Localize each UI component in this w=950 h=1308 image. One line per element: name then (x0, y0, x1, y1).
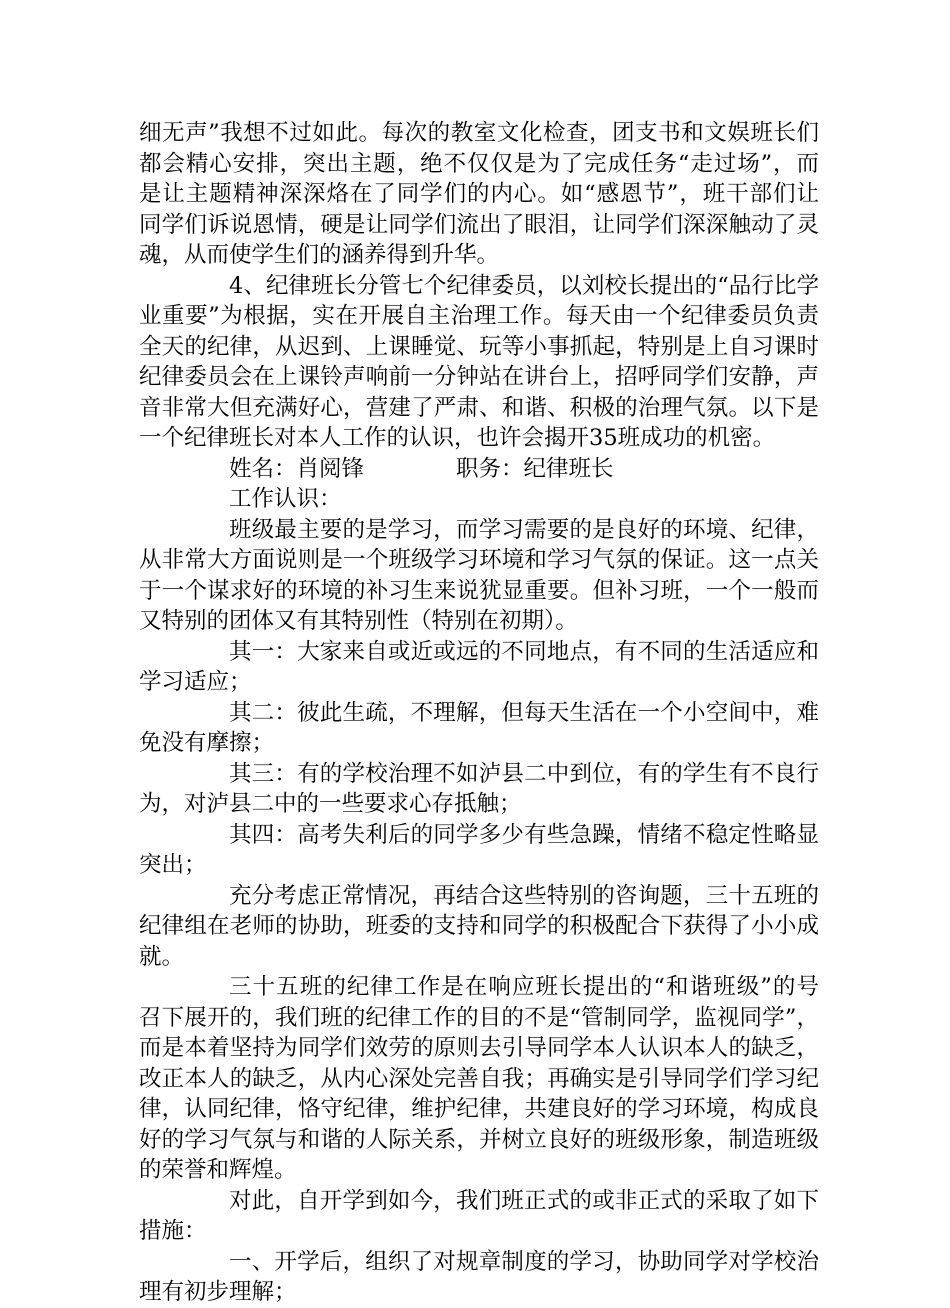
profile-row (139, 454, 819, 485)
text-line: 班级最主要的是学习，而学习需要的是良好的环境、纪律， (229, 516, 819, 543)
text-line: 音非常大但充满好心，营建了严肃、和谐、积极的治理气氛。以下是 (139, 394, 819, 421)
profile-name: 姓名：肖阅锋 (229, 455, 365, 482)
text-line: 是让主题精神深深烙在了同学们的内心。如“感恩节”，班干部们让 (139, 181, 819, 207)
text-line: 一个纪律班长对本人工作的认识，也许会揭开35班成功的机密。 (139, 425, 776, 451)
text-line: 其四：高考失利后的同学多少有些急躁，情绪不稳定性略显 (229, 821, 819, 848)
paragraph (139, 759, 819, 820)
text-line: 从非常大方面说则是一个班级学习环境和学习气氛的保证。这一点关 (139, 547, 819, 573)
text-line: 其一：大家来自或近或远的不同地点，有不同的生活适应和 (229, 638, 819, 665)
document-body-part1 (139, 118, 819, 454)
text-line: 于一个谋求好的环境的补习生来说犹显重要。但补习班，一个一般而 (139, 577, 819, 604)
paragraph (139, 484, 819, 515)
paragraph (139, 972, 819, 1186)
paragraph (139, 698, 819, 759)
paragraph (139, 637, 819, 698)
paragraph (139, 271, 819, 454)
text-line: 充分考虑正常情况，再结合这些特别的咨询题，三十五班的 (229, 882, 819, 909)
text-line: 对此，自开学到如今，我们班正式的或非正式的采取了如下 (229, 1187, 819, 1214)
text-line: 4、纪律班长分管七个纪律委员，以刘校长提出的“品行比学 (229, 272, 819, 299)
text-line: 而是本着坚持为同学们效劳的原则去引导同学本人认识本人的缺乏， (139, 1035, 819, 1061)
text-line: 纪律组在老师的协助，班委的支持和同学的积极配合下获得了小小成 (139, 913, 819, 939)
text-line: 律，认同纪律，恪守纪律，维护纪律，共建良好的学习环境，构成良 (139, 1096, 819, 1122)
text-line: 全天的纪律，从迟到、上课睡觉、玩等小事抓起，特别是上自习课时 (139, 333, 819, 360)
text-line: 一、开学后，组织了对规章制度的学习，协助同学对学校治 (229, 1248, 819, 1275)
text-line: 的荣誉和辉煌。 (139, 1157, 297, 1183)
text-line: 学习适应； (139, 669, 252, 695)
text-line: 召下展开的，我们班的纪律工作的目的不是“管制同学，监视同学”， (139, 1004, 819, 1031)
text-line: 业重要”为根据，实在开展自主治理工作。每天由一个纪律委员负责 (139, 303, 819, 329)
document-page (139, 118, 819, 1308)
paragraph (139, 1247, 819, 1308)
text-line: 同学们诉说恩情，硬是让同学们流出了眼泪，让同学们深深触动了灵 (139, 211, 819, 238)
text-line: 就。 (139, 943, 185, 970)
text-line: 都会精心安排，突出主题，绝不仅仅是为了完成任务“走过场”，而 (139, 150, 819, 177)
text-line: 免没有摩擦； (139, 730, 275, 756)
text-line: 为，对泸县二中的一些要求心存抵触； (139, 791, 522, 817)
text-line: 细无声”我想不过如此。每次的教室文化检查，团支书和文娱班长们 (139, 120, 819, 146)
paragraph (139, 881, 819, 973)
paragraph (139, 1186, 819, 1247)
text-line: 好的学习气氛与和谐的人际关系，并树立良好的班级形象，制造班级 (139, 1126, 819, 1153)
text-line: 理有初步理解； (139, 1279, 297, 1305)
text-line: 又特别的团体又有其特别性（特别在初期）。 (139, 608, 578, 634)
paragraph (139, 515, 819, 637)
text-line: 其三：有的学校治理不如泸县二中到位，有的学生有不良行 (229, 760, 819, 787)
text-line: 魂，从而使学生们的涵养得到升华。 (139, 242, 500, 268)
text-line: 其二：彼此生疏，不理解，但每天生活在一个小空间中，难 (229, 699, 819, 726)
document-body-part2 (139, 484, 819, 1308)
profile-role: 职务：纪律班长 (456, 455, 614, 482)
text-line: 纪律委员会在上课铃声响前一分钟站在讲台上，招呼同学们安静，声 (139, 364, 819, 390)
paragraph (139, 820, 819, 881)
text-line: 措施： (139, 1218, 207, 1244)
text-line: 突出； (139, 852, 207, 878)
paragraph (139, 118, 819, 271)
text-line: 改正本人的缺乏，从内心深处完善自我；再确实是引导同学们学习纪 (139, 1065, 819, 1092)
text-line: 工作认识： (229, 486, 342, 512)
text-line: 三十五班的纪律工作是在响应班长提出的“和谐班级”的号 (229, 974, 819, 1000)
